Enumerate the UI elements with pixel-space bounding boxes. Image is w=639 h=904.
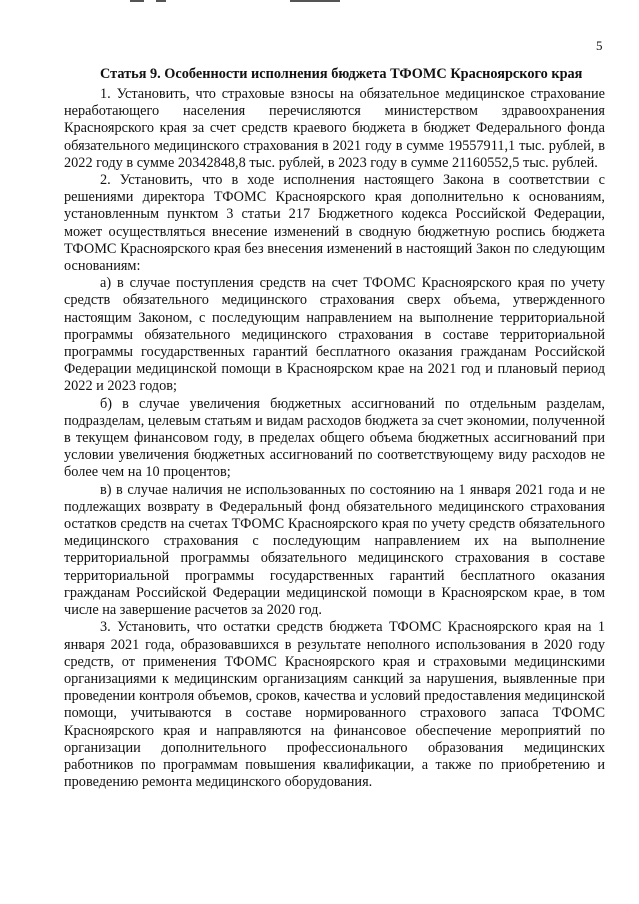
article-title: Статья 9. Особенности исполнения бюджета ТФОМС Красноярского края: [100, 66, 583, 82]
paragraph-1: 1. Установить, что страховые взносы на обязательное медицинское страхование неработающего населения перечисляются министерством здравоохранения Красноярского края за счет средств краевого бюджета в бюджет Федерального фонда обязательного медицинского страхования в 2021 году в сумме 19557911,1 тыс. рублей, в 2022 году в сумме 20342848,8 тыс. рублей, в 2023 году в сумме 21160552,5 тыс. рублей.: [64, 86, 605, 171]
scan-artifact-marks: [130, 0, 370, 6]
subparagraph-a: а) в случае поступления средств на счет ТФОМС Красноярского края по учету средств обязательного медицинского страхования сверх объема, утвержденного настоящим Законом, с последующим направлением на выполнение территориальной программы обязательного медицинского страхования в составе территориальной программы государственных гарантий бесплатного оказания гражданам Российской Федерации медицинской помощи в Красноярском крае на 2021 год и плановый период 2022 и 2023 годов;: [64, 275, 605, 395]
paragraph-3: 3. Установить, что остатки средств бюджета ТФОМС Красноярского края на 1 января 2021 года, образовавшихся в результате неполного использования в 2020 году средств, от применения ТФОМС Красноярского края и страховыми медицинскими организациями к медицинским организациям санкций за нарушения, выявленные при проведении контроля объемов, сроков, качества и условий предоставления медицинской помощи, учитываются в составе нормированного страхового запаса ТФОМС Красноярского края и направляются на финансовое обеспечение мероприятий по организации дополнительного профессионального образования медицинских работников по программам повышения квалификации, а также по приобретению и проведению ремонта медицинского оборудования.: [64, 619, 605, 791]
article-body: [64, 66, 605, 791]
paragraph-2: 2. Установить, что в ходе исполнения настоящего Закона в соответствии с решениями директора ТФОМС Красноярского края дополнительно к основаниям, установленным пунктом 3 статьи 217 Бюджетного кодекса Российской Федерации, может осуществляться внесение изменений в сводную бюджетную роспись бюджета ТФОМС Красноярского края без внесения изменений в настоящий Закон по следующим основаниям:: [64, 172, 605, 275]
page-number: 5: [596, 38, 603, 53]
subparagraph-b: б) в случае увеличения бюджетных ассигнований по отдельным разделам, подразделам, целевым статьям и видам расходов бюджета за счет экономии, полученной в текущем финансовом году, в пределах общего объема бюджетных ассигнований при условии увеличения бюджетных ассигнований по соответствующему виду расходов не более чем на 10 процентов;: [64, 395, 605, 481]
subparagraph-v: в) в случае наличия не использованных по состоянию на 1 января 2021 года и не подлежащих возврату в Федеральный фонд обязательного медицинского страхования остатков средств на счетах ТФОМС Красноярского края по учету средств обязательного медицинского страхования с последующим направлением их на выполнение территориальной программы обязательного медицинского страхования в составе территориальной программы государственных гарантий бесплатного оказания гражданам Российской Федерации медицинской помощи в Красноярском крае, в том числе на завершение расчетов за 2020 год.: [64, 481, 605, 619]
